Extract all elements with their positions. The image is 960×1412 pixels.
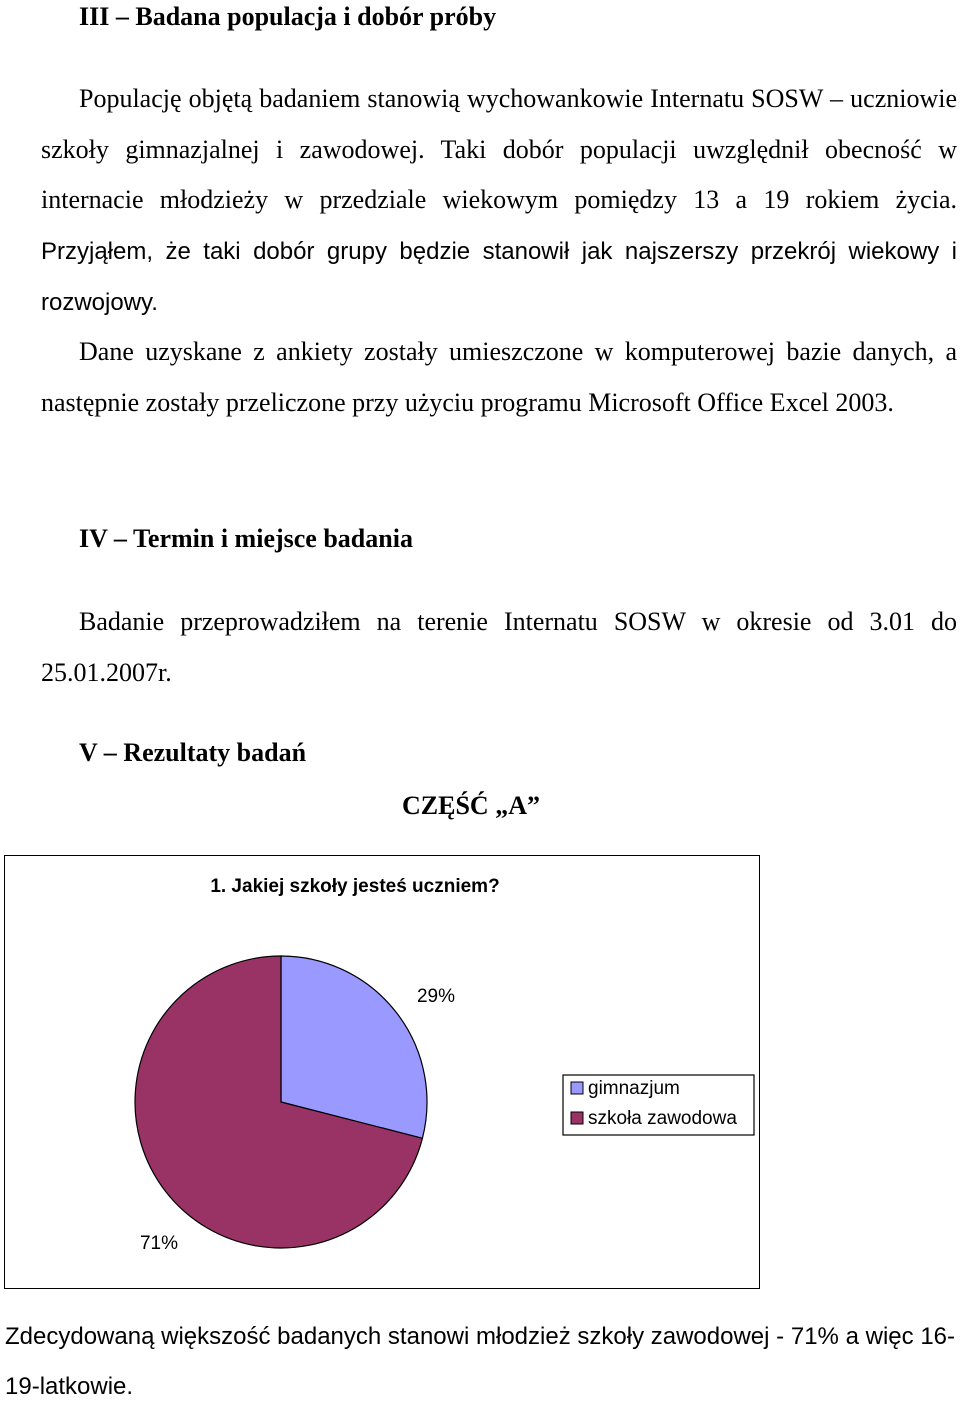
data-label-szkola-zawodowa: 71% [139,1233,179,1254]
section-3-paragraph-sans: Przyjąłem, że taki dobór grupy będzie stanowił jak najszerszy przekrój wiekowy i rozwojowy. [41,237,957,316]
section-4-heading: IV – Termin i miejsce badania [79,524,413,553]
section-4-paragraph: Badanie przeprowadziłem na terenie Internatu SOSW w okresie od 3.01 do 25.01.2007r. [41,607,957,687]
pie-slices [135,956,427,1248]
part-a-heading: CZĘŚĆ „A” [402,791,540,820]
legend-label-szkola-zawodowa: szkoła zawodowa [588,1108,737,1129]
section-3-paragraph-2: Dane uzyskane z ankiety zostały umieszczone w komputerowej bazie danych, a następnie zostały przeliczone przy użyciu programu Microsoft Office Excel 2003. [41,337,957,417]
chart-title: 1. Jakiej szkoły jesteś uczniem? [210,876,500,897]
legend-label-gimnazjum: gimnazjum [588,1078,680,1099]
legend-swatch-gimnazjum [571,1082,583,1094]
chart-legend [563,1075,754,1135]
data-label-gimnazjum: 29% [416,986,456,1007]
section-3-paragraph [41,74,957,329]
legend-swatch-szkola-zawodowa [571,1112,583,1124]
section-3-heading: III – Badana populacja i dobór próby [79,2,497,31]
section-3-paragraph-serif: Populację objętą badaniem stanowią wychowankowie Internatu SOSW – uczniowie szkoły gimnazjalnej i zawodowej. Taki dobór populacji uwzględnił obecność w internacie młodzieży w przedziale wiekowym pomiędzy 13 a 19 rokiem życia. [41,84,957,214]
section-5-heading: V – Rezultaty badań [79,738,307,767]
conclusion-paragraph: Zdecydowaną większość badanych stanowi młodzież szkoły zawodowej - 71% a więc 16-19-latkowie. [5,1323,955,1400]
pie-chart [5,856,759,1288]
pie-chart-box [4,855,760,1289]
